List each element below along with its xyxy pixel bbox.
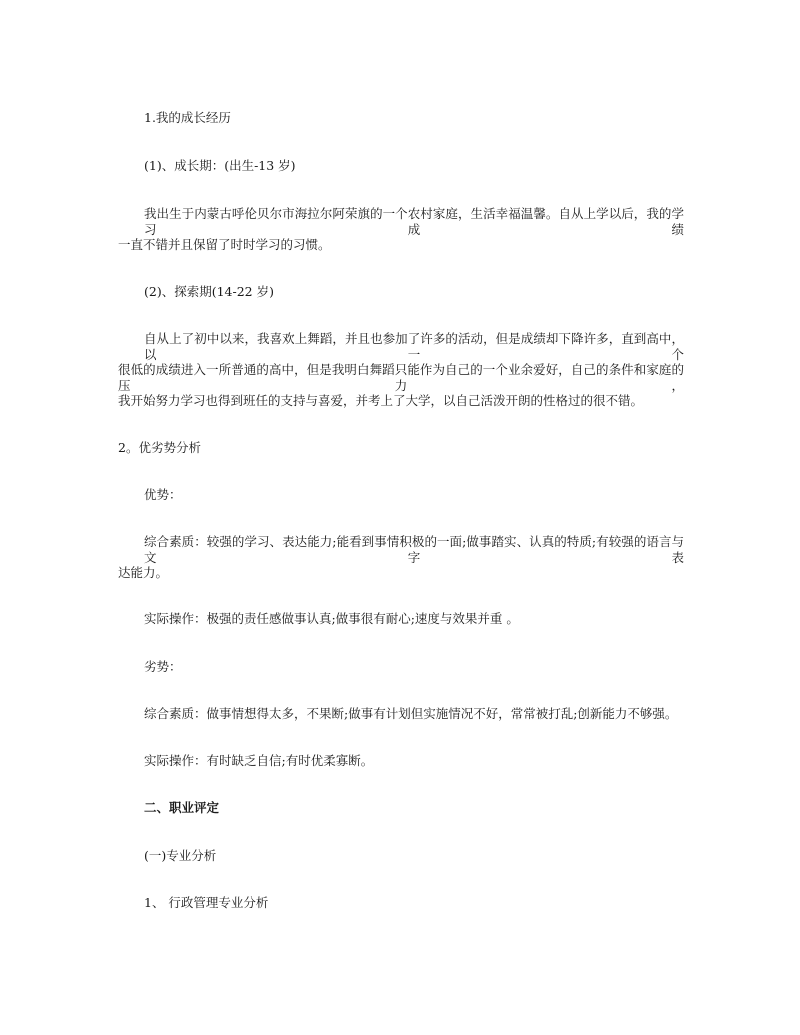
paragraph-line: 综合素质：较强的学习、表达能力;能看到事情积极的一面;做事踏实、认真的特质;有较强的语言与文字表 (144, 534, 684, 565)
phase-title-explore: (2)、探索期(14-22 岁) (144, 284, 274, 299)
strengths-label: 优势： (144, 487, 182, 502)
phase-title-growth: (1)、成长期：(出生-13 岁) (144, 158, 296, 173)
paragraph-line: 自从上了初中以来，我喜欢上舞蹈，并且也参加了许多的活动，但是成绩却下降许多，直到高中，以一个 (144, 331, 684, 362)
section-heading-swot: 2。优劣势分析 (118, 440, 201, 455)
sub-heading-major: (一)专业分析 (144, 848, 217, 863)
paragraph-line: 我开始努力学习也得到班任的支持与喜爱，并考上了大学，以自己活泼开朗的性格过的很不错。 (118, 393, 644, 408)
strengths-practice: 实际操作：极强的责任感做事认真;做事很有耐心;速度与效果并重 。 (144, 611, 519, 626)
paragraph-line: 一直不错并且保留了时时学习的习惯。 (118, 237, 331, 252)
item-admin-major: 1、 行政管理专业分析 (144, 895, 269, 910)
weaknesses-quality: 综合素质：做事情想得太多，不果断;做事有计划但实施情况不好，常常被打乱;创新能力不够强。 (144, 706, 678, 721)
weaknesses-label: 劣势： (144, 659, 182, 674)
weaknesses-practice: 实际操作：有时缺乏自信;有时优柔寡断。 (144, 753, 374, 768)
paragraph-line: 我出生于内蒙古呼伦贝尔市海拉尔阿荣旗的一个农村家庭，生活幸福温馨。自从上学以后，我的学习成绩 (144, 206, 684, 237)
paragraph-line: 很低的成绩进入一所普通的高中，但是我明白舞蹈只能作为自己的一个业余爱好，自己的条件和家庭的压力， (118, 362, 684, 393)
paragraph-line: 达能力。 (118, 565, 169, 580)
section-heading-career: 二、职业评定 (144, 800, 220, 815)
section-heading-growth: 1.我的成长经历 (144, 110, 231, 125)
